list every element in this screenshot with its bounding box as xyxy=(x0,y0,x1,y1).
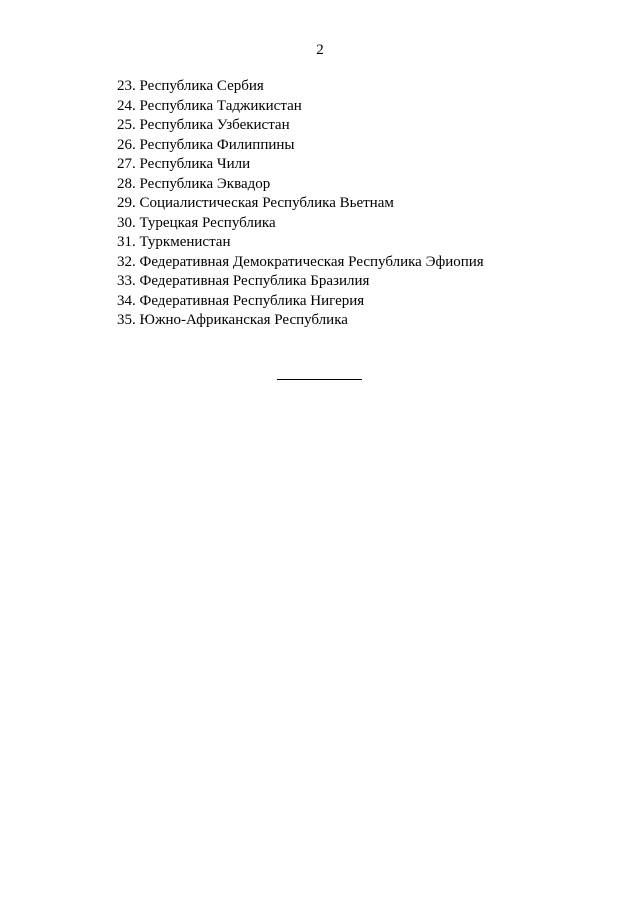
list-item: 31. Туркменистан xyxy=(117,234,231,250)
list-item: 29. Социалистическая Республика Вьетнам xyxy=(117,195,394,211)
list-item: 26. Республика Филиппины xyxy=(117,136,295,153)
list-item: 27. Республика Чили xyxy=(117,156,251,172)
country-list xyxy=(117,77,484,331)
list-item: 34. Федеративная Республика Нигерия xyxy=(117,292,365,309)
page-number: 2 xyxy=(316,42,324,58)
list-item: 33. Федеративная Республика Бразилия xyxy=(117,273,370,289)
list-item: 30. Турецкая Республика xyxy=(117,214,276,231)
list-item: 32. Федеративная Демократическая Республика Эфиопия xyxy=(117,253,484,270)
list-item: 35. Южно-Африканская Республика xyxy=(117,312,348,328)
list-item: 24. Республика Таджикистан xyxy=(117,97,302,114)
list-item: 25. Республика Узбекистан xyxy=(117,117,290,133)
end-separator-line xyxy=(277,379,362,380)
list-item: 23. Республика Сербия xyxy=(117,78,264,94)
list-item: 28. Республика Эквадор xyxy=(117,175,271,192)
